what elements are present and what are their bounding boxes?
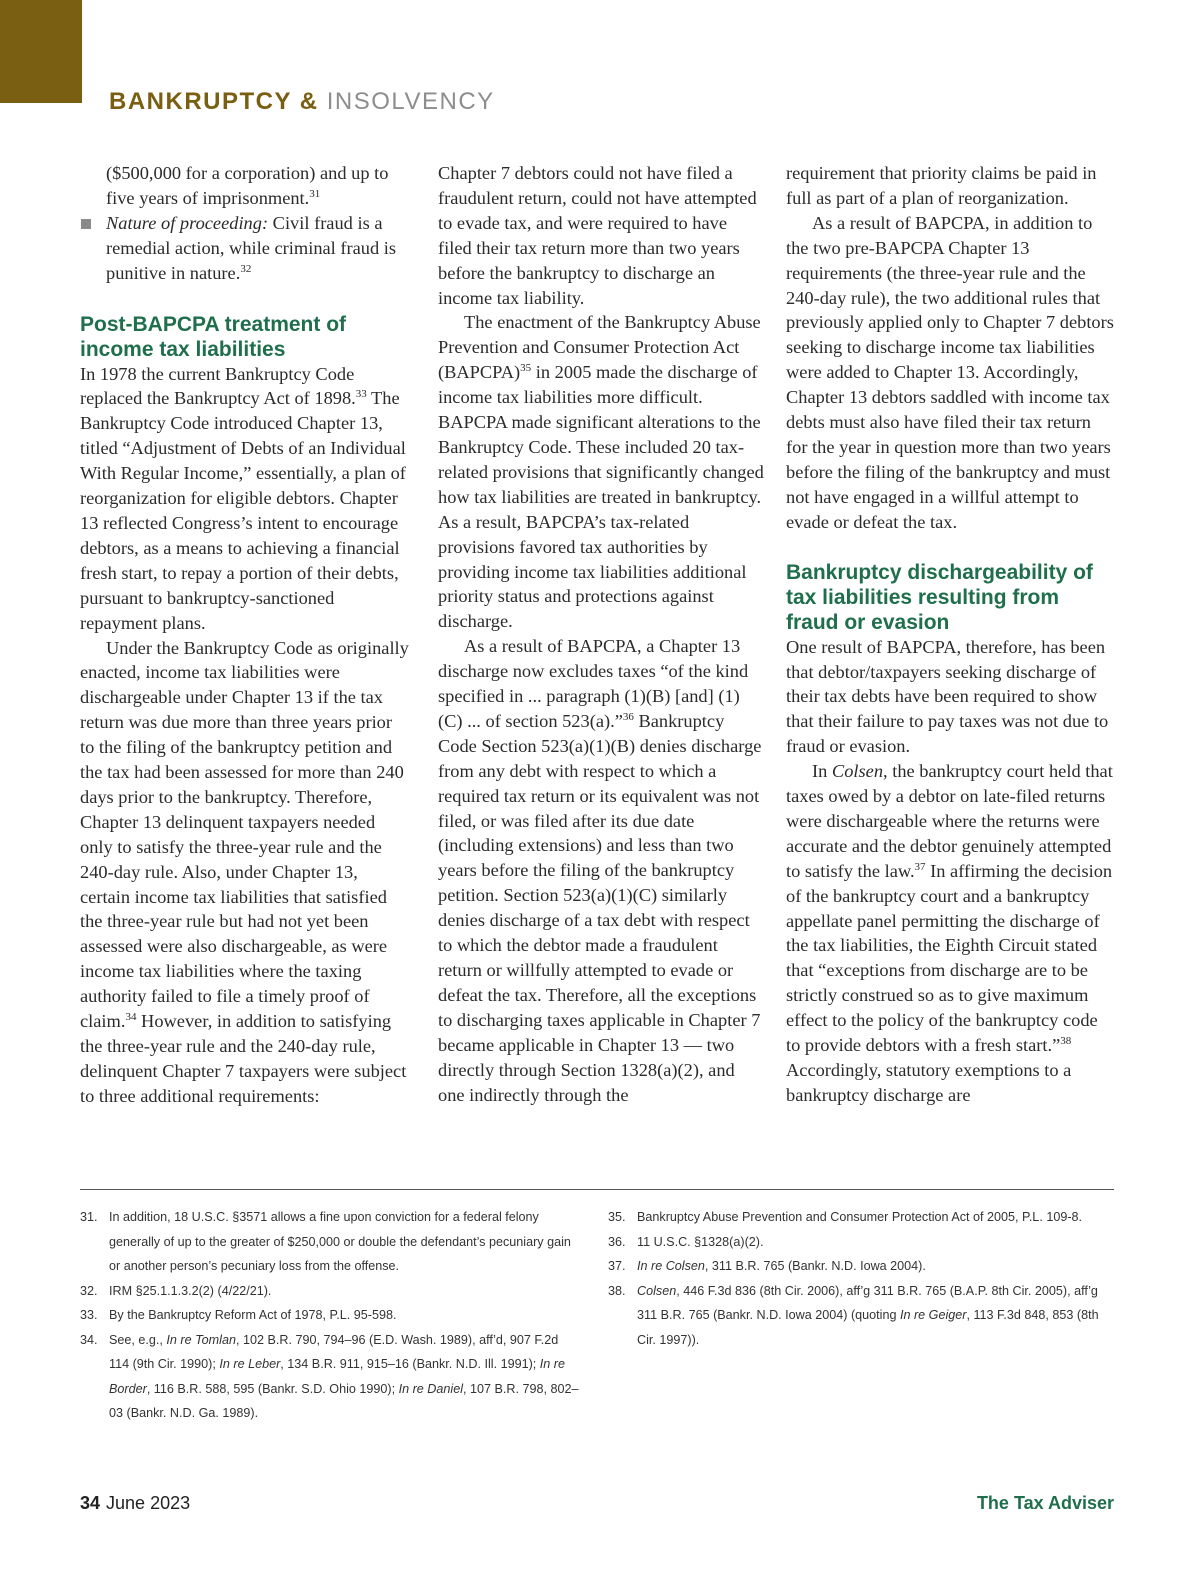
paragraph: ($500,000 for a corporation) and up to five years of imprisonment.$^{31}$ bbox=[106, 163, 389, 208]
column-3 bbox=[786, 161, 1116, 1108]
footnote: 32. IRM §25.1.1.3.2(2) (4/22/21). bbox=[80, 1283, 272, 1298]
bullet-square-icon bbox=[81, 219, 91, 229]
column-2 bbox=[438, 161, 764, 1107]
bullet-item: Nature of proceeding: Civil fraud is a remedial action, while criminal fraud is punitive in nature.$^{32}$ bbox=[80, 211, 410, 286]
paragraph: As a result of BAPCPA, a Chapter 13 discharge now excludes taxes “of the kind specified in ... paragraph (1)(B) [and] (1)(C) ... of section 523(a).”$^{36}$ Bankruptcy Code Section 523(a)(1)(B) denies discharge from any debt with respect to which a required tax return or its equivalent was not filed, or was filed after its due date (including extensions) and less than two years before the filing of the bankruptcy petition. Section 523(a)(1)(C) similarly denies discharge of a tax debt with respect to which the debtor made a fraudulent return or willfully attempted to evade or defeat the tax. Therefore, all the exceptions to discharging taxes applicable in Chapter 7 became applicable in Chapter 13 — two directly through Section 1328(a)(2), and one indirectly through the bbox=[438, 636, 762, 1105]
paragraph: Chapter 7 debtors could not have filed a fraudulent return, could not have attempted to evade tax, and were required to have filed their tax return more than two years before the bankruptcy to discharge an income tax liability. bbox=[438, 163, 757, 308]
footnotes-left bbox=[80, 1205, 580, 1426]
footnote: 38. Colsen, 446 F.3d 836 (8th Cir. 2006), aff’g 311 B.R. 765 (B.A.P. 8th Cir. 2005), aff’g 311 B.R. 765 (Bankr. N.D. Iowa 2004) (quoting In re Geiger, 113 F.3d 848, 853 (8th Cir. 1997)). bbox=[608, 1283, 1099, 1347]
footnote: 33. By the Bankruptcy Reform Act of 1978, P.L. 95-598. bbox=[80, 1308, 397, 1322]
paragraph: requirement that priority claims be paid in full as part of a plan of reorganization. bbox=[786, 163, 1097, 208]
footnotes-right bbox=[608, 1205, 1108, 1352]
footnote-ref[interactable]: 34 bbox=[125, 1011, 137, 1024]
page-footer-left bbox=[80, 1493, 190, 1514]
paragraph: In Colsen, the bankruptcy court held that taxes owed by a debtor on late-filed returns were dischargeable where the returns were accurate and the debtor genuinely attempted to satisfy the law.$^{37}$ In affirming the decision of the bankruptcy court and a bankruptcy appellate panel permitting the discharge of the tax liabilities, the Eighth Circuit stated that “exceptions from discharge are to be strictly construed so as to give maximum effect to the policy of the bankruptcy code to provide debtors with a fresh start.”$^{38}$ Accordingly, statutory exemptions to a bankruptcy discharge are bbox=[786, 761, 1113, 1105]
issue-date: June 2023 bbox=[106, 1493, 191, 1513]
paragraph: In 1978 the current Bankruptcy Code replaced the Bankruptcy Act of 1898.33 The Bankruptcy Code introduced Chapter 13, titled “Adjustment of Debts of an Individual With Regular Income,” essentially, a plan of reorganization for eligible debtors. Chapter 13 reflected Congress’s intent to encourage debtors, as a means to achieving a financial fresh start, to repay a portion of their debts, pursuant to bankruptcy-sanctioned repayment plans. bbox=[80, 363, 406, 633]
footnote: 35. Bankruptcy Abuse Prevention and Consumer Protection Act of 2005, P.L. 109-8. bbox=[608, 1210, 1083, 1224]
footnote-ref[interactable]: 33 bbox=[355, 388, 367, 401]
section-header-light: INSOLVENCY bbox=[326, 88, 495, 115]
corner-accent-block bbox=[0, 0, 82, 103]
paragraph: The enactment of the Bankruptcy Abuse Prevention and Consumer Protection Act (BAPCPA)$^{35}$ in 2005 made the discharge of income tax liabilities more difficult. BAPCPA made significant alterations to the Bankruptcy Code. These included 20 tax-related provisions that significantly changed how tax liabilities are treated in bankruptcy. As a result, BAPCPA’s tax-related provisions favored tax authorities by providing income tax liabilities additional priority status and protections against discharge. bbox=[438, 312, 764, 632]
column-1 bbox=[80, 161, 410, 1109]
paragraph: Under the Bankruptcy Code as originally enacted, income tax liabilities were dischargeable under Chapter 13 if the tax return was due more than three years prior to the filing of the bankruptcy petition and the tax had been assessed for more than 240 days prior to the bankruptcy. Therefore, Chapter 13 delinquent taxpayers needed only to satisfy the three-year rule and the 240-day rule. Also, under Chapter 13, certain income tax liabilities that satisfied the three-year rule but had not yet been assessed were also dischargeable, as were income tax liabilities where the taxing authority failed to file a timely proof of claim.$^{34}$ However, in addition to satisfying the three-year rule and the 240-day rule, delinquent Chapter 7 taxpayers were subject to three additional requirements: bbox=[80, 637, 409, 1106]
footnote: 37. In re Colsen, 311 B.R. 765 (Bankr. N.D. Iowa 2004). bbox=[608, 1259, 926, 1273]
footnote: 36. 11 U.S.C. §1328(a)(2). bbox=[608, 1234, 764, 1249]
paragraph: One result of BAPCPA, therefore, has been that debtor/taxpayers seeking discharge of their tax debts have been required to show that their failure to pay taxes was not due to fraud or evasion. bbox=[786, 636, 1109, 757]
footnote-ref[interactable]: 37 bbox=[914, 860, 926, 873]
footnote-ref[interactable]: 31 bbox=[309, 187, 321, 200]
footnote-ref[interactable]: 36 bbox=[622, 710, 634, 723]
section-header-strong: BANKRUPTCY & bbox=[109, 88, 319, 115]
footnote-ref[interactable]: 32 bbox=[240, 262, 252, 275]
publication-name: The Tax Adviser bbox=[976, 1493, 1114, 1513]
section-header bbox=[109, 88, 495, 116]
footnote-divider bbox=[80, 1189, 1114, 1190]
section-heading: Post-BAPCPA treatment of income tax liabilities bbox=[80, 312, 347, 361]
footnote-ref[interactable]: 38 bbox=[1060, 1035, 1072, 1048]
footnote: 34. See, e.g., In re Tomlan, 102 B.R. 790, 794–96 (E.D. Wash. 1989), aff’d, 907 F.2d 114 (9th Cir. 1990); In re Leber, 134 B.R. 911, 915–16 (Bankr. N.D. Ill. 1991); In re Border, 116 B.R. 588, 595 (Bankr. S.D. Ohio 1990); In re Daniel, 107 B.R. 798, 802–03 (Bankr. N.D. Ga. 1989). bbox=[80, 1332, 579, 1420]
footnote: 31. In addition, 18 U.S.C. §3571 allows a fine upon conviction for a federal felony generally of up to the greater of $250,000 or double the defendant’s pecuniary gain or another person’s pecuniary loss from the offense. bbox=[80, 1210, 571, 1273]
page-number: 34 bbox=[80, 1493, 101, 1513]
section-heading: Bankruptcy dischargeability of tax liabilities resulting from fraud or evasion bbox=[786, 560, 1093, 634]
paragraph: As a result of BAPCPA, in addition to the two pre-BAPCPA Chapter 13 requirements (the three-year rule and the 240-day rule), the two additional rules that previously applied only to Chapter 7 debtors seeking to discharge income tax liabilities were added to Chapter 13. Accordingly, Chapter 13 debtors saddled with income tax debts must also have filed their tax return for the year in question more than two years before the filing of the bankruptcy and must not have engaged in a willful attempt to evade or defeat the tax. bbox=[786, 212, 1114, 532]
footnote-ref[interactable]: 35 bbox=[520, 362, 532, 375]
